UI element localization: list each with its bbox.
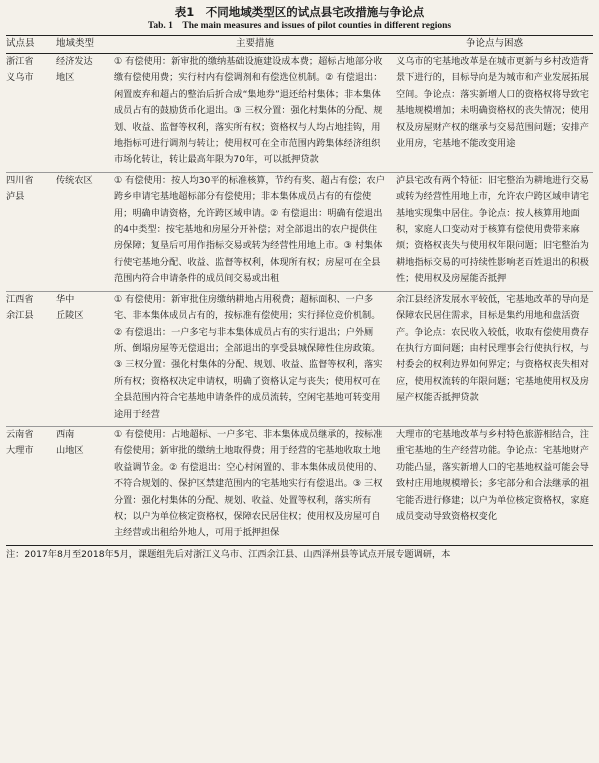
header-main-measures: 主要措施 [114, 36, 396, 54]
header-region-type: 地域类型 [56, 36, 114, 54]
table-row [6, 426, 593, 545]
cell-county: 浙江省 义乌市 [6, 54, 56, 173]
table-row [6, 172, 593, 291]
cell-region-type: 经济发达 地区 [56, 54, 114, 173]
cell-measures: ① 有偿使用：占地超标、一户多宅、非本集体成员继承的，按标准有偿使用；新审批的缴纳土地取得费；用于经营的宅基地收取土地收益调节金。② 有偿退出：空心村闲置的、非本集体成员使用的、不符合规划的、保护区禁建范围内的宅基地实行有偿退出。③ 三权分置：强化村集体的分配、规划、收益、处置等权利，落实所有权；以户为单位核定资格权，保障农民居住权；使用权及房屋可自主经营或出租给外地人，可用于抵押担保 [114, 426, 396, 545]
table-title-english: Tab. 1 The main measures and issues of pilot counties in different regions [147, 21, 452, 31]
cell-issues: 泸县宅改有两个特征：旧宅整治为耕地进行交易或转为经营性用地上市，允许农户跨区域申请宅基地实现集中居住。争论点：按人核算用地面积，家庭人口变动对于核算有偿使用费带来麻烦；资格权丧失与使用权年限问题；旧宅整治为耕地指标交易的可持续性影响老百姓退出的积极性；使用权及房屋能否抵押 [396, 172, 593, 291]
cell-county: 四川省 泸县 [6, 172, 56, 291]
cell-region-type: 西南 山地区 [56, 426, 114, 545]
cell-issues: 余江县经济发展水平较低，宅基地改革的导向是保障农民居住需求，目标是集约用地和盘活资产。争论点：农民收入较低，收取有偿使用费存在执行方面问题；由村民理事会行使执行权，与村委会的权利边界如何界定；与资格权丧失相对应，使用权流转的年限问题；宅基地使用权及房屋产权能否抵押贷款 [396, 291, 593, 426]
cell-issues: 义乌市的宅基地改革是在城市更新与乡村改造背景下进行的，目标导向是为城市和产业发展拓展空间。争论点：落实新增人口的资格权将导致宅基地规模增加；未明确资格权的丧失情况；使用权及房屋财产权的继承与交易范围问题；安排产业用房，宅基地不能改变用途 [396, 54, 593, 173]
cell-region-type: 传统农区 [56, 172, 114, 291]
table-header-row [6, 36, 593, 54]
cell-measures: ① 有偿使用：新审批住房缴纳耕地占用税费；超标面积、一户多宅、非本集体成员占有的，按标准有偿使用；实行择位竞价机制。② 有偿退出：一户多宅与非本集体成员占有的实行退出；户外厕所、倒塌房屋等无偿退出；全部退出的享受县城保障性住房政策。③ 三权分置：强化村集体的分配、规划、收益、监督等权利，落实所有权；资格权决定申请权，明确了资格认定与丧失；使用权可在全县范围内符合宅基地申请条件的成员流转，空闲宅基地可转变用途用于经营 [114, 291, 396, 426]
cell-region-type: 华中 丘陵区 [56, 291, 114, 426]
pilot-counties-table [6, 35, 593, 546]
cell-measures: ① 有偿使用：新审批的缴纳基础设施建设成本费；超标占地部分收缴有偿使用费；实行村内有偿调剂和有偿选位机制。② 有偿退出：闲置废弃和超占的整治后折合成“集地券”退还给村集体；非本集体成员占有的鼓励货币化退出。③ 三权分置：强化村集体的分配、规划、收益、监督等权利，落实所有权；资格权与人均占地挂钩，用地指标可进行调剂与转让；使用权可在全市范围内跨集体经济组织市场化转让，转让最高年限为70年，可以抵押贷款 [114, 54, 396, 173]
cell-issues: 大理市的宅基地改革与乡村特色旅游相结合，注重宅基地的生产经营功能。争论点：宅基地财产功能凸显，落实新增人口的宅基地权益可能会导致村庄用地规模增长；多宅部分和合法继承的祖宅能否进行修建；以户为单位核定资格权，家庭成员变动导致资格权变化 [396, 426, 593, 545]
cell-county: 江西省 余江县 [6, 291, 56, 426]
header-county: 试点县 [6, 36, 56, 54]
table-footnote: 注：2017年8月至2018年5月，课题组先后对浙江义乌市、江西余江县、山西泽州县等试点开展专题调研，本 [6, 548, 451, 560]
table-row [6, 291, 593, 426]
table-row [6, 54, 593, 173]
table-title-chinese: 表1 不同地域类型区的试点县宅改措施与争论点 [174, 5, 425, 19]
cell-county: 云南省 大理市 [6, 426, 56, 545]
header-issues: 争论点与困惑 [396, 36, 593, 54]
cell-measures: ① 有偿使用：按人均30平的标准核算，节约有奖、超占有偿；农户跨乡申请宅基地超标部分有偿使用；非本集体成员占有的有偿使用；明确申请资格，允许跨区域申请。② 有偿退出：明确有偿退出的4中类型：按宅基地和房屋分开补偿；对全部退出的农户提供住房保障；复垦后可用作指标交易或转为经营性用地上市。③ 村集体行使宅基地分配、收益、监督等权利，体现所有权；房屋可在全县范围内符合申请条件的成员间交易或出租 [114, 172, 396, 291]
